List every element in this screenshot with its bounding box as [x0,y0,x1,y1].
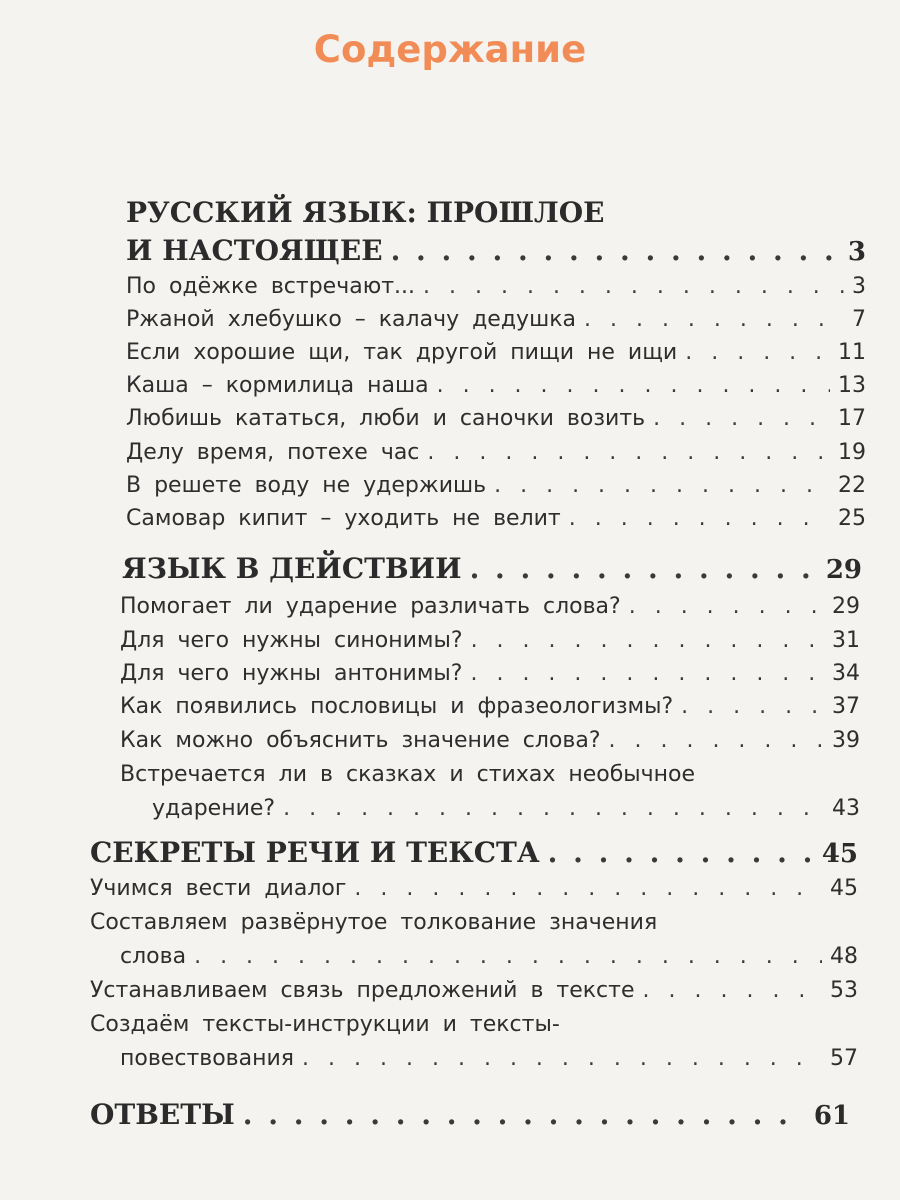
item-title: Самовар кипит – уходить не велит [126,506,561,531]
toc-item[interactable] [126,274,866,299]
page-number: 61 [813,1101,850,1131]
page-number: 39 [832,728,860,753]
page-number: 43 [832,796,860,821]
page-number: 29 [825,555,862,585]
item-title: ударение? [152,796,276,821]
section-title: ОТВЕТЫ [90,1098,235,1131]
dot-leader [302,1046,822,1071]
dot-leader [391,234,840,267]
dot-leader [643,978,822,1003]
dot-leader [243,1098,806,1131]
toc-item[interactable] [126,373,866,398]
item-title: Делу время, потехе час [126,440,420,465]
toc-section-row[interactable] [90,836,858,869]
toc-item[interactable] [120,694,860,719]
item-title: Устанавливаем связь предложений в тексте [90,978,635,1003]
item-title: Как можно объяснить значение слова? [120,728,601,753]
page-title: Содержание [313,28,587,71]
item-title-line1: Создаём тексты-инструкции и тексты- [90,1012,560,1037]
toc-item[interactable] [90,876,858,901]
toc-item[interactable] [126,506,866,531]
dot-leader [609,728,825,753]
dot-leader [548,836,814,869]
page-number: 7 [852,307,866,332]
dot-leader [471,628,824,653]
page-number: 45 [830,876,858,901]
toc-item[interactable] [120,1046,858,1071]
item-title: Любишь кататься, люби и саночки возить [126,406,646,431]
item-title: Ржаной хлебушко – калачу дедушка [126,307,576,332]
toc-item[interactable] [120,944,858,969]
toc-section-row[interactable] [126,234,866,267]
item-title: Если хорошие щи, так другой пищи не ищи [126,340,678,365]
item-title: слова [120,944,187,969]
toc-item[interactable] [120,661,860,686]
page-number: 29 [832,594,860,619]
section-title: СЕКРЕТЫ РЕЧИ И ТЕКСТА [90,836,540,869]
item-title: Учимся вести диалог [90,876,347,901]
section-title: И НАСТОЯЩЕЕ [126,234,383,267]
item-title: Помогает ли ударение различать слова? [120,594,621,619]
toc-item[interactable] [120,628,860,653]
toc-item[interactable] [90,978,858,1003]
item-title: Для чего нужны синонимы? [120,628,463,653]
page-number: 34 [832,661,860,686]
page-number: 45 [821,839,858,869]
toc-item[interactable] [126,440,866,465]
section-title-line1: РУССКИЙ ЯЗЫК: ПРОШЛОЕ [126,196,605,229]
page-number: 37 [832,694,860,719]
item-title-line1: Составляем развёрнутое толкование значения [90,910,658,935]
dot-leader [427,440,830,465]
dot-leader [470,552,818,585]
toc-item[interactable] [126,406,866,431]
item-title: Каша – кормилица наша [126,373,429,398]
item-title: Для чего нужны антонимы? [120,661,463,686]
page-number: 57 [830,1046,858,1071]
toc-item[interactable] [126,340,866,365]
dot-leader [470,661,824,686]
page-number: 53 [830,978,858,1003]
toc-item[interactable] [126,307,866,332]
page-number: 19 [838,440,866,465]
dot-leader [629,594,824,619]
dot-leader [283,796,824,821]
dot-leader [653,406,830,431]
toc-section-row[interactable] [90,1098,850,1131]
page-number: 3 [852,274,866,299]
toc-section-row[interactable] [122,552,862,585]
dot-leader [494,473,830,498]
page-number: 22 [838,473,866,498]
page-number: 3 [847,237,866,267]
dot-leader [194,944,822,969]
toc-item[interactable] [120,728,860,753]
item-title: В решете воду не удержишь [126,473,487,498]
toc-item[interactable] [120,594,860,619]
toc-item[interactable] [152,796,860,821]
page-number: 31 [832,628,860,653]
page-number: 48 [830,944,858,969]
dot-leader [584,307,844,332]
item-title: Как появились пословицы и фразеологизмы? [120,694,674,719]
page-number: 17 [838,406,866,431]
item-title: повествования [120,1046,295,1071]
page-number: 25 [838,506,866,531]
page-number: 11 [838,340,866,365]
dot-leader [354,876,822,901]
page-number: 13 [838,373,866,398]
dot-leader [681,694,824,719]
dot-leader [569,506,830,531]
item-title: По одёжке встречают... [126,274,416,299]
dot-leader [437,373,830,398]
toc-item[interactable] [126,473,866,498]
item-title-line1: Встречается ли в сказках и стихах необычное [120,762,696,787]
dot-leader [685,340,830,365]
section-title: ЯЗЫК В ДЕЙСТВИИ [122,552,462,585]
dot-leader [423,274,844,299]
